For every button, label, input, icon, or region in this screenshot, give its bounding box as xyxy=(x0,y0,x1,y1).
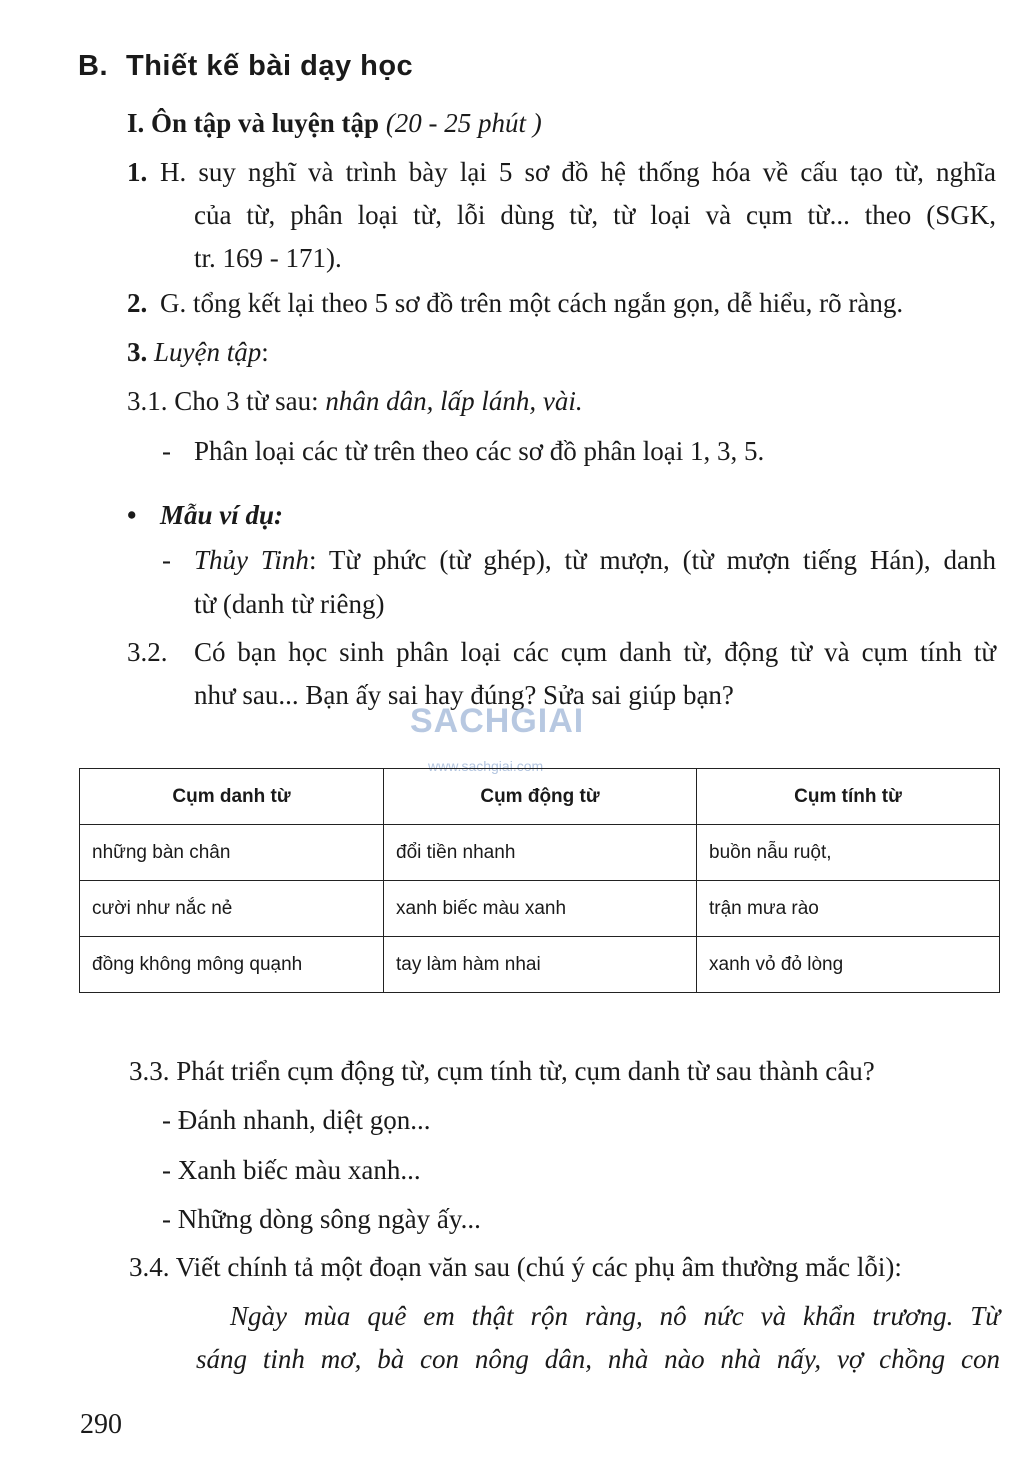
table-cell: đồng không mông quạnh xyxy=(80,937,384,993)
table-cell: tay làm hàm nhai xyxy=(384,937,697,993)
item1-line3: tr. 169 - 171). xyxy=(194,243,342,273)
exercise-3-4-title: 3.4. Viết chính tả một đoạn văn sau (chú ý các phụ âm thường mắc lỗi): xyxy=(129,1252,902,1282)
item3-number: 3. xyxy=(127,337,148,367)
exercise-3-1-task: Phân loại các từ trên theo các sơ đồ phân loại 1, 3, 5. xyxy=(194,436,765,466)
dictation-line1 xyxy=(230,1301,1000,1332)
item3-text: Luyện tập xyxy=(154,337,262,367)
example-desc: : Từ phức (từ ghép), từ mượn, (từ mượn tiếng Hán), danh xyxy=(308,545,996,575)
item3-colon: : xyxy=(261,337,269,367)
item1-line1-text: H. suy nghĩ và trình bày lại 5 sơ đồ hệ thống hóa về cấu tạo từ, nghĩa xyxy=(160,157,996,187)
exercise-3-3-item: - Đánh nhanh, diệt gọn... xyxy=(162,1105,431,1135)
item3 xyxy=(127,337,269,368)
table-header-cell: Cụm danh từ xyxy=(80,769,384,825)
phrase-classification-table xyxy=(79,768,1000,993)
table-header-cell: Cụm động từ xyxy=(384,769,697,825)
table-cell: buồn nẫu ruột, xyxy=(697,825,1000,881)
table-cell: xanh biếc màu xanh xyxy=(384,881,697,937)
exercise-3-2-line1-text: Có bạn học sinh phân loại các cụm danh từ, động từ và cụm tính từ xyxy=(194,637,996,667)
table-cell: cười như nắc nẻ xyxy=(80,881,384,937)
example-dash: - xyxy=(162,545,171,575)
exercise-3-3-item: - Những dòng sông ngày ấy... xyxy=(162,1204,481,1234)
table-row xyxy=(80,937,1000,993)
table-header-row xyxy=(80,769,1000,825)
watermark-logo: SACHGIAI xyxy=(410,702,585,740)
item2-text: G. tổng kết lại theo 5 sơ đồ trên một cách ngắn gọn, dễ hiểu, rõ ràng. xyxy=(160,288,904,318)
table-cell: xanh vỏ đỏ lòng xyxy=(697,937,1000,993)
example-line1-text xyxy=(194,545,996,576)
watermark-url: www.sachgiai.com xyxy=(428,758,544,774)
dictation-line1-text: Ngày mùa quê em thật rộn ràng, nô nức và khẩn trương. Từ xyxy=(230,1301,1000,1331)
example-title: Mẫu ví dụ: xyxy=(160,500,284,530)
table-header-cell: Cụm tính từ xyxy=(697,769,1000,825)
table-cell: đổi tiền nhanh xyxy=(384,825,697,881)
item1-line2 xyxy=(194,200,996,231)
dictation-line2 xyxy=(196,1344,1000,1375)
table-cell: những bàn chân xyxy=(80,825,384,881)
dictation-line2-text: sáng tinh mơ, bà con nông dân, nhà nào nhà nấy, vợ chồng con xyxy=(196,1344,1000,1374)
example-word: Thủy Tinh xyxy=(194,545,309,575)
table-cell: trận mưa rào xyxy=(697,881,1000,937)
item1-line2-text: của từ, phân loại từ, lỗi dùng từ, từ loại và cụm từ... theo (SGK, xyxy=(194,200,996,230)
table-row xyxy=(80,825,1000,881)
exercise-3-1-label: 3.1. Cho 3 từ sau: xyxy=(127,386,319,416)
table-row xyxy=(80,881,1000,937)
section-duration: (20 - 25 phút ) xyxy=(385,108,542,138)
exercise-3-1 xyxy=(127,386,583,417)
exercise-3-3-title: 3.3. Phát triển cụm động từ, cụm tính từ, cụm danh từ sau thành câu? xyxy=(129,1056,875,1086)
section-name: I. Ôn tập và luyện tập xyxy=(127,108,380,138)
page-number: 290 xyxy=(80,1409,122,1440)
exercise-3-2-number: 3.2. xyxy=(127,637,168,667)
item2-number: 2. xyxy=(127,288,148,318)
item1-line1 xyxy=(160,157,996,188)
exercise-3-2-line2: như sau... Bạn ấy sai hay đúng? Sửa sai giúp bạn? xyxy=(194,680,734,710)
exercise-3-3-item: - Xanh biếc màu xanh... xyxy=(162,1155,421,1185)
exercise-3-1-dash: - xyxy=(162,436,171,466)
bullet-icon: • xyxy=(127,500,137,530)
item1-number: 1. xyxy=(127,157,148,187)
section-title xyxy=(127,108,542,139)
exercise-3-1-words: nhân dân, lấp lánh, vài. xyxy=(325,386,583,416)
exercise-3-2-line1 xyxy=(194,637,996,668)
example-line1 xyxy=(194,545,996,576)
page-heading: Thiết kế bài dạy học xyxy=(126,50,414,82)
section-label: B. xyxy=(78,50,108,82)
example-line2: từ (danh từ riêng) xyxy=(194,589,385,619)
